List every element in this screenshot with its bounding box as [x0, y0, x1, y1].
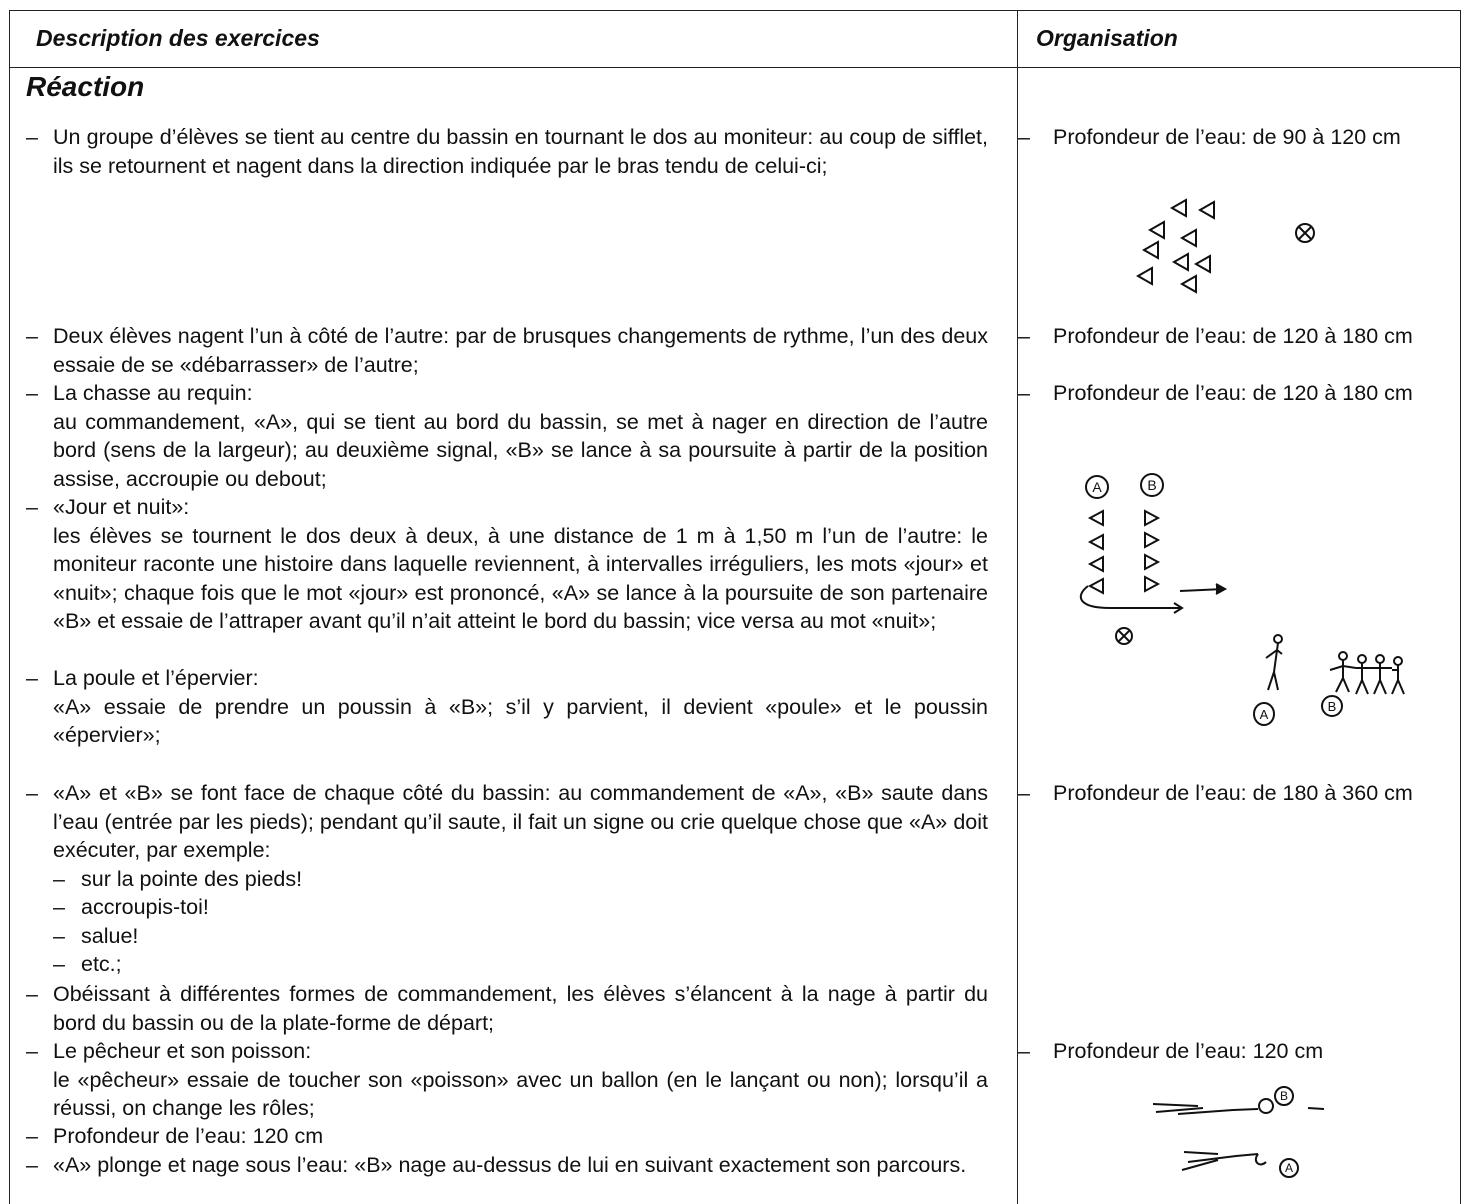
- dash-bullet: –: [26, 1039, 38, 1063]
- stick-figure-icon: [1330, 652, 1356, 692]
- player-label: A: [1092, 479, 1102, 495]
- organisation-text: Profondeur de l’eau: de 90 à 120 cm: [1053, 125, 1401, 149]
- organisation-text: Profondeur de l’eau: de 120 à 180 cm: [1053, 324, 1413, 348]
- sub-item: [53, 950, 988, 979]
- player-b-marker: [1275, 1087, 1293, 1105]
- player-a-marker: [1254, 703, 1274, 725]
- exercise-item: [26, 1037, 988, 1123]
- dash-bullet: –: [26, 1124, 38, 1148]
- organisation-note: [1018, 779, 1436, 808]
- dash-bullet: –: [26, 381, 38, 405]
- organisation-note: [1018, 1037, 1436, 1066]
- exercise-text: au commandement, «A», qui se tient au bord du bassin, se met à nager en direction de l’autre bord (sens de la largeur); au deuxième signal, «B» se lance à sa poursuite à partir de la position assise, accroupie ou debout;: [53, 409, 988, 491]
- dash-bullet: –: [26, 1153, 38, 1177]
- over-under-swimmers-sketch: [1148, 1082, 1338, 1197]
- chase-lanes-sketch: [1070, 470, 1250, 655]
- dash-bullet: –: [1018, 381, 1030, 405]
- sub-item: [53, 893, 988, 922]
- player-label: B: [1279, 1089, 1289, 1103]
- swimmer-triangle-icon: [1174, 254, 1188, 270]
- stick-figure-icon: [1392, 657, 1404, 694]
- header-divider: [10, 67, 1460, 68]
- dash-bullet: –: [1018, 781, 1030, 805]
- triangle-left-icon: [1090, 557, 1103, 571]
- triangle-right-icon: [1145, 511, 1158, 525]
- sub-item: [53, 922, 988, 951]
- triangle-right-icon: [1145, 555, 1158, 569]
- swimmer-triangle-icon: [1196, 256, 1210, 272]
- sub-item-text: accroupis-toi!: [81, 895, 209, 919]
- swimmer-figure-icon: [1153, 1099, 1324, 1114]
- swimmer-triangle-icon: [1150, 222, 1164, 238]
- swimmer-triangle-icon: [1144, 242, 1158, 258]
- swimmer-triangle-icon: [1182, 276, 1196, 292]
- exercise-item: [26, 1151, 988, 1180]
- sub-item-text: sur la pointe des pieds!: [81, 866, 303, 891]
- exercise-item: [26, 379, 988, 493]
- player-a-marker: [1280, 1159, 1298, 1177]
- section-title: Réaction: [26, 71, 145, 102]
- triangle-left-icon: [1090, 511, 1103, 525]
- organisation-text: Profondeur de l’eau: de 180 à 360 cm: [1053, 781, 1413, 805]
- exercise-text: «A» et «B» se font face de chaque côté du bassin: au commandement de «A», «B» saute dans l’eau (entrée par les pieds); pendant qu’il saute, il fait un signe ou crie quelque chose que «A» doit exécuter, par exemple:: [53, 781, 988, 862]
- dash-bullet: –: [53, 895, 65, 919]
- exercise-title: «Jour et nuit»:: [53, 495, 190, 519]
- dash-bullet: –: [26, 324, 38, 348]
- organisation-note: [1018, 322, 1436, 351]
- exercise-text: «A» essaie de prendre un poussin à «B»; s’il y parvient, il devient «poule» et le poussin «épervier»;: [53, 694, 988, 747]
- player-a-marker: [1086, 476, 1108, 498]
- exercise-item: [26, 322, 988, 379]
- dash-bullet: –: [53, 952, 65, 976]
- exercise-text: les élèves se tournent le dos deux à deux, à une distance de 1 m à 1,50 m l’un de l’autre: le moniteur raconte une histoire dans laquelle reviennent, à intervalles irréguliers, les mots «jour» et «nuit»; chaque fois que le mot «jour» est prononcé, «A» se lance à la poursuite de son partenaire «B» et essaie de l’attraper avant qu’il n’ait atteint le bord du bassin; vice versa au mot «nuit»;: [53, 523, 988, 633]
- dash-bullet: –: [1018, 1039, 1030, 1063]
- player-label: A: [1259, 707, 1269, 722]
- column-header-description: Description des exercices: [36, 25, 320, 51]
- swimmer-figure-icon: [1182, 1152, 1266, 1170]
- dash-bullet: –: [26, 125, 38, 149]
- stick-figure-icon: [1374, 655, 1392, 694]
- player-label: B: [1327, 699, 1337, 714]
- exercise-title: La poule et l’épervier:: [53, 666, 259, 690]
- exercise-item: [26, 779, 988, 979]
- exercise-text: le «pêcheur» essaie de toucher son «poisson» avec un ballon (en le lançant ou non); lorsqu’il a réussi, on change les rôles;: [53, 1067, 988, 1120]
- exercise-item: [26, 980, 988, 1037]
- dash-bullet: –: [53, 923, 65, 948]
- dash-bullet: –: [1018, 324, 1030, 348]
- exercise-text: Un groupe d’élèves se tient au centre du bassin en tournant le dos au moniteur: au coup de sifflet, ils se retournent et nagent dans la direction indiquée par le bras tendu de celui-ci;: [53, 125, 988, 178]
- exercise-text: Obéissant à différentes formes de commandement, les élèves s’élancent à la nage à partir du bord du bassin ou de la plate-forme de départ;: [53, 982, 988, 1035]
- organisation-text: Profondeur de l’eau: 120 cm: [1053, 1039, 1324, 1063]
- swimmer-group-sketch: [1130, 190, 1330, 305]
- column-header-organisation: Organisation: [1036, 25, 1178, 51]
- stick-figure-icon: [1266, 635, 1282, 690]
- exercise-title: La chasse au requin:: [53, 381, 253, 405]
- exercise-text: «A» plonge et nage sous l’eau: «B» nage au-dessus de lui en suivant exactement son parcours.: [53, 1153, 967, 1177]
- exercise-item: [26, 493, 988, 636]
- sub-item: [53, 865, 988, 894]
- swimmer-triangle-icon: [1138, 268, 1152, 284]
- dash-bullet: –: [26, 982, 38, 1006]
- triangle-left-icon: [1090, 535, 1103, 549]
- player-b-marker: [1141, 474, 1163, 496]
- player-label: B: [1147, 477, 1157, 493]
- teacher-marker-icon: [1116, 628, 1132, 644]
- hen-and-hawk-sketch: [1248, 630, 1408, 740]
- exercise-item: [26, 123, 988, 180]
- stick-figure-icon: [1356, 655, 1374, 694]
- swimmer-triangle-icon: [1182, 230, 1196, 246]
- organisation-note: [1018, 379, 1436, 408]
- organisation-note: [1018, 123, 1436, 152]
- triangle-right-icon: [1145, 533, 1158, 547]
- dash-bullet: –: [53, 866, 65, 891]
- dash-bullet: –: [26, 495, 38, 519]
- exercise-item: [26, 664, 988, 750]
- swimmer-triangle-icon: [1200, 202, 1214, 218]
- teacher-marker-icon: [1296, 224, 1314, 242]
- sub-item-text: etc.;: [81, 952, 122, 976]
- column-divider: [1017, 11, 1018, 1204]
- triangle-right-icon: [1145, 577, 1158, 591]
- player-label: A: [1284, 1161, 1294, 1175]
- exercise-text: Deux élèves nagent l’un à côté de l’autre: par de brusques changements de rythme, l’un des deux essaie de se «débarrasser» de l’autre;: [53, 324, 988, 377]
- exercise-item: [26, 1122, 988, 1151]
- triangle-left-icon: [1090, 579, 1103, 593]
- swimmer-triangle-icon: [1172, 200, 1186, 216]
- exercise-title: Le pêcheur et son poisson:: [53, 1039, 312, 1063]
- dash-bullet: –: [26, 666, 38, 690]
- organisation-text: Profondeur de l’eau: de 120 à 180 cm: [1053, 381, 1413, 405]
- dash-bullet: –: [26, 781, 38, 805]
- sub-item-text: salue!: [81, 923, 139, 948]
- player-b-marker: [1322, 696, 1342, 716]
- dash-bullet: –: [1018, 125, 1030, 149]
- exercise-text: Profondeur de l’eau: 120 cm: [53, 1124, 324, 1148]
